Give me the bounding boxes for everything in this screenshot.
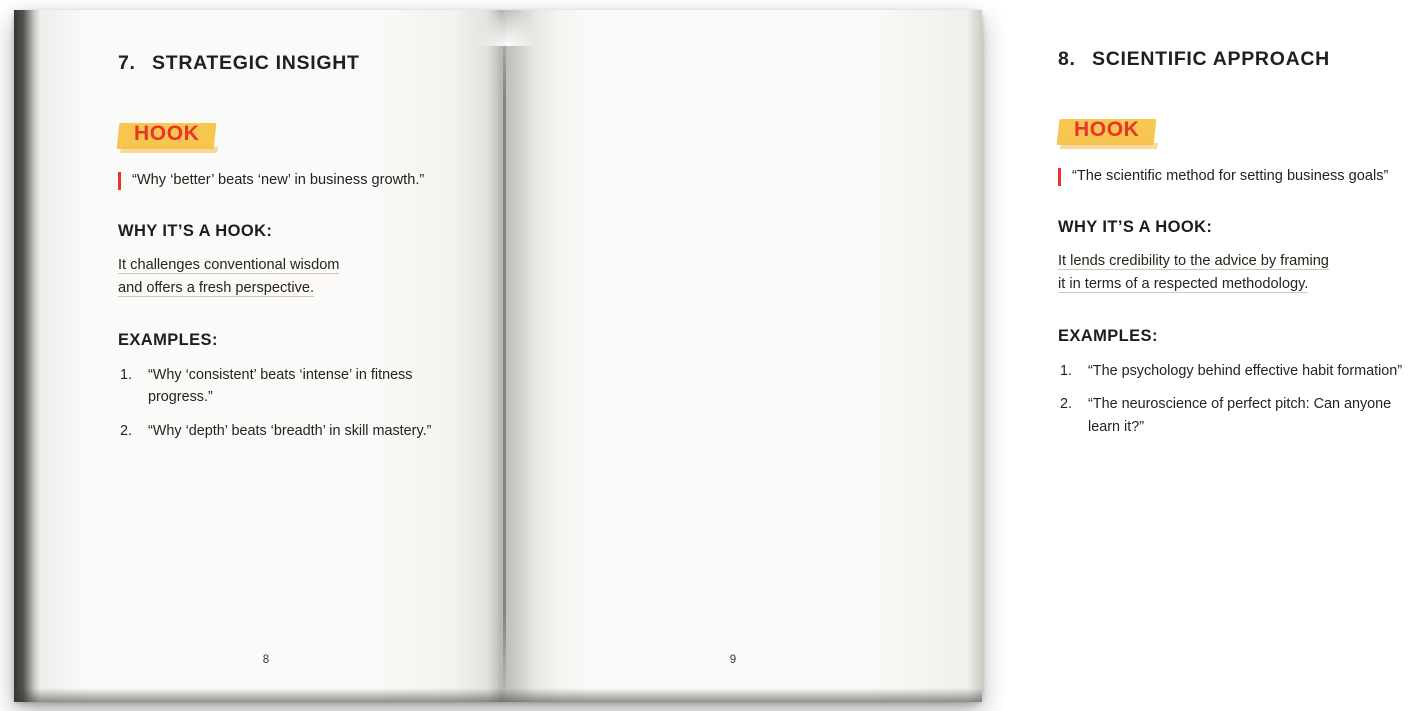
list-item [1058, 360, 1410, 382]
list-item-text: “The psychology behind effective habit formation” [1088, 362, 1403, 379]
hook-tag-label-left: HOOK [134, 122, 200, 145]
examples-heading-left: EXAMPLES: [118, 330, 218, 349]
list-item-number: 2. [1060, 396, 1073, 413]
chapter-number-left: 7. [118, 52, 136, 74]
hook-quote-text-left: “Why ‘better’ beats ‘new’ in business growth.” [132, 172, 425, 188]
examples-list-left [118, 364, 468, 442]
chapter-heading-left [118, 52, 468, 75]
page-left-column [118, 52, 468, 453]
examples-list-right [1058, 360, 1410, 438]
page-right-column [1058, 48, 1410, 449]
why-text-line1-left: It challenges conventional wisdom [118, 256, 340, 273]
quote-bar-icon [1058, 168, 1061, 186]
why-text-right [1058, 250, 1410, 297]
quote-bar-icon [118, 172, 121, 190]
hook-tag-right [1058, 115, 1155, 146]
chapter-title-right: SCIENTIFIC APPROACH [1092, 48, 1330, 70]
open-book [14, 10, 1403, 702]
book-page-right [498, 10, 1403, 702]
list-item-text: “The neuroscience of perfect pitch: Can anyone learn it?” [1088, 396, 1392, 435]
book-edge-right [968, 10, 982, 702]
list-item-text: “Why ‘consistent’ beats ‘intense’ in fitness progress.” [148, 366, 413, 406]
why-text-line2-left: and offers a fresh perspective. [118, 280, 315, 297]
why-heading-left: WHY IT’S A HOOK: [118, 221, 273, 240]
page-number-right: 9 [729, 654, 737, 666]
list-item [118, 420, 468, 442]
book-edge-left [14, 10, 40, 702]
list-item [1058, 393, 1410, 438]
why-text-left [118, 254, 468, 301]
book-page-left [34, 10, 498, 702]
hook-quote-right [1058, 166, 1410, 188]
chapter-heading-right [1058, 48, 1410, 71]
list-item-number: 1. [120, 366, 133, 383]
hook-tag-left [118, 119, 215, 150]
book-edge-bottom [14, 688, 982, 702]
examples-heading-right: EXAMPLES: [1058, 326, 1158, 345]
why-text-line1-right: It lends credibility to the advice by framing [1058, 252, 1329, 269]
page-number-left: 8 [262, 654, 270, 666]
chapter-title-left: STRATEGIC INSIGHT [152, 52, 360, 74]
hook-quote-text-right: “The scientific method for setting business goals” [1072, 168, 1389, 184]
why-text-line2-right: it in terms of a respected methodology. [1058, 276, 1309, 293]
list-item [118, 364, 468, 409]
hook-tag-label-right: HOOK [1074, 118, 1140, 141]
chapter-number-right: 8. [1058, 48, 1076, 70]
list-item-number: 1. [1060, 362, 1073, 379]
list-item-text: “Why ‘depth’ beats ‘breadth’ in skill mastery.” [148, 422, 432, 439]
why-heading-right: WHY IT’S A HOOK: [1058, 217, 1213, 236]
hook-quote-left [118, 170, 468, 192]
list-item-number: 2. [120, 422, 133, 439]
